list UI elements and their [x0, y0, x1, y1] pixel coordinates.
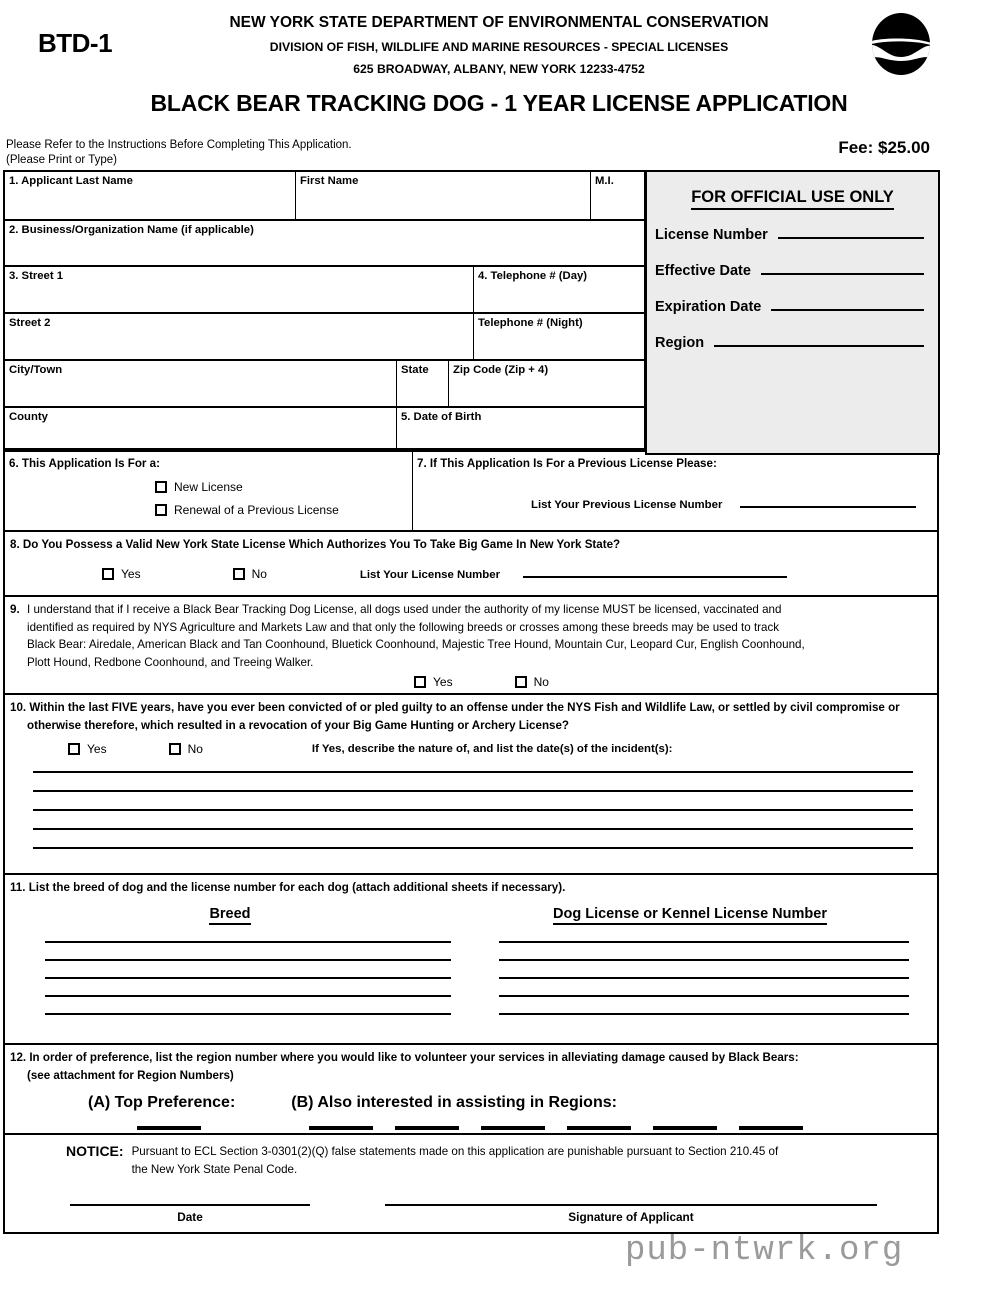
item12-also-interested-input[interactable]	[395, 1126, 459, 1130]
item12-also-interested-input[interactable]	[653, 1126, 717, 1130]
item9-number: 9.	[10, 603, 20, 616]
watermark: pub-ntwrk.org	[625, 1232, 904, 1270]
item9-block	[3, 595, 939, 693]
instructions-line-2: (Please Print or Type)	[6, 154, 118, 166]
item10-answer-line[interactable]	[33, 828, 913, 830]
field-date-of-birth[interactable]	[397, 408, 645, 448]
item10-if-yes-prompt: If Yes, describe the nature of, and list the date(s) of the incident(s):	[311, 743, 673, 755]
item12-also-interested-input[interactable]	[739, 1126, 803, 1130]
item8-option-yes[interactable]	[102, 567, 141, 581]
checkbox-icon[interactable]	[515, 676, 527, 688]
item11-breed-header: Breed	[209, 906, 250, 925]
item8-question: 8. Do You Possess a Valid New York State License Which Authorizes You To Take Big Game In New York State?	[10, 538, 621, 551]
page-title: BLACK BEAR TRACKING DOG - 1 YEAR LICENSE APPLICATION	[150, 90, 848, 116]
date-signature-input[interactable]	[70, 1204, 310, 1206]
item12-also-interested-input[interactable]	[309, 1126, 373, 1130]
official-license-number-input[interactable]	[778, 237, 924, 239]
item12-also-interested-label: (B) Also interested in assisting in Regions:	[291, 1094, 617, 1111]
field-last-name[interactable]	[5, 172, 296, 219]
item9-text-line: identified as required by NYS Agriculture and Markets Law and that only the following breeds or crosses among these breeds may be used to track	[27, 620, 780, 634]
form-code: BTD-1	[38, 28, 113, 58]
item12-block	[3, 1043, 939, 1133]
agency-address: 625 BROADWAY, ALBANY, NEW YORK 12233-4752	[353, 62, 645, 76]
item9-text-line: Plott Hound, Redbone Coonhound, and Treeing Walker.	[27, 655, 314, 669]
item9-option-yes[interactable]	[414, 675, 453, 689]
item6-block	[5, 452, 413, 530]
item11-license-number-input[interactable]	[499, 995, 909, 997]
official-label: Region	[655, 335, 705, 351]
field-telephone-day[interactable]	[474, 267, 645, 312]
item12-question-line-2: (see attachment for Region Numbers)	[27, 1068, 234, 1082]
item11-license-number-input[interactable]	[499, 977, 909, 979]
item9-text-line: I understand that if I receive a Black Bear Tracking Dog License, all dogs used under the authority of my license MUST be licensed, vaccinated and	[27, 603, 782, 616]
field-state[interactable]	[397, 361, 449, 406]
field-business-name[interactable]	[5, 221, 645, 265]
checkbox-icon[interactable]	[233, 568, 245, 580]
signature-label: Signature of Applicant	[568, 1210, 694, 1224]
checkbox-icon[interactable]	[414, 676, 426, 688]
item10-answer-line[interactable]	[33, 809, 913, 811]
item8-block	[3, 530, 939, 595]
item11-entry-rows	[10, 941, 937, 1015]
dec-logo-icon	[870, 12, 932, 76]
official-label: License Number	[655, 227, 768, 243]
item9-option-no[interactable]	[515, 675, 549, 689]
checkbox-icon[interactable]	[155, 504, 167, 516]
agency-division: DIVISION OF FISH, WILDLIFE AND MARINE RESOURCES - SPECIAL LICENSES	[269, 40, 729, 54]
item8-license-number-input[interactable]	[523, 576, 787, 578]
item11-entry-row	[10, 941, 937, 943]
agency-block	[0, 14, 998, 76]
item12-top-preference-slots	[137, 1126, 223, 1130]
item11-license-header: Dog License or Kennel License Number	[553, 906, 827, 925]
first-name-label: First Name	[300, 175, 359, 187]
item11-breed-input[interactable]	[45, 941, 451, 943]
item10-answer-lines	[10, 771, 937, 849]
item12-top-preference-input[interactable]	[137, 1126, 201, 1130]
official-field-license-number	[655, 227, 938, 243]
item10-yes-label: Yes	[87, 742, 107, 756]
field-street1[interactable]	[5, 267, 474, 312]
zip-code-label: Zip Code (Zip + 4)	[453, 364, 549, 376]
item10-answer-line[interactable]	[33, 790, 913, 792]
item11-breed-input[interactable]	[45, 1013, 451, 1015]
checkbox-icon[interactable]	[169, 743, 181, 755]
item9-text-line: Black Bear: Airedale, American Black and Tan Coonhound, Bluetick Coonhound, Majestic Tree Hound, Mountain Cur, Leopard Cur, English Coonhound,	[27, 638, 805, 651]
item11-block	[3, 873, 939, 1043]
item11-entry-row	[10, 995, 937, 997]
item11-breed-input[interactable]	[45, 977, 451, 979]
item10-answer-line[interactable]	[33, 847, 913, 849]
item6-item7-row	[3, 450, 939, 530]
official-effective-date-input[interactable]	[761, 273, 924, 275]
form-header	[0, 0, 998, 128]
item10-block	[3, 693, 939, 873]
item6-option-label: New License	[174, 479, 243, 494]
item9-no-label: No	[533, 675, 549, 689]
official-label: Effective Date	[655, 263, 751, 279]
item10-option-yes[interactable]	[68, 742, 107, 756]
field-city-town[interactable]	[5, 361, 397, 406]
item7-block	[413, 452, 937, 530]
official-expiration-date-input[interactable]	[771, 309, 924, 311]
item8-option-no[interactable]	[233, 567, 267, 581]
item8-yes-label: Yes	[121, 566, 141, 581]
official-use-title: FOR OFFICIAL USE ONLY	[647, 188, 938, 207]
checkbox-icon[interactable]	[155, 481, 167, 493]
field-street2[interactable]	[5, 314, 474, 359]
item10-answer-line[interactable]	[33, 771, 913, 773]
item11-question: 11. List the breed of dog and the license number for each dog (attach additional sheets if necessary).	[10, 881, 566, 894]
item6-option-renewal[interactable]	[155, 503, 412, 517]
item11-license-number-input[interactable]	[499, 941, 909, 943]
official-region-input[interactable]	[714, 345, 924, 347]
notice-line-2: the New York State Penal Code.	[131, 1162, 298, 1176]
field-first-name[interactable]	[296, 172, 591, 219]
date-label: Date	[177, 1210, 203, 1224]
official-field-effective-date	[655, 263, 938, 279]
notice-title: NOTICE:	[66, 1143, 124, 1159]
for-official-use-box	[645, 170, 940, 455]
official-field-region	[655, 335, 938, 351]
item10-question-line-2: otherwise therefore, which resulted in a revocation of your Big Game Hunting or Archery License?	[27, 718, 570, 732]
item11-entry-row	[10, 1013, 937, 1015]
instructions-text	[6, 138, 352, 168]
instructions-line-1: Please Refer to the Instructions Before Completing This Application.	[6, 139, 352, 151]
item8-prompt: List Your License Number	[359, 568, 501, 581]
telephone-day-label: 4. Telephone # (Day)	[478, 270, 588, 282]
item12-also-interested-input[interactable]	[481, 1126, 545, 1130]
middle-initial-label: M.I.	[595, 175, 614, 187]
checkbox-icon[interactable]	[102, 568, 114, 580]
field-county[interactable]	[5, 408, 397, 448]
item11-entry-row	[10, 977, 937, 979]
item10-option-no[interactable]	[169, 742, 203, 756]
field-zip-code[interactable]	[449, 361, 645, 406]
applicant-signature-input[interactable]	[385, 1204, 877, 1206]
item9-yes-label: Yes	[433, 675, 453, 689]
item8-no-label: No	[251, 566, 267, 581]
telephone-night-label: Telephone # (Night)	[478, 317, 583, 329]
last-name-label: 1. Applicant Last Name	[9, 175, 133, 187]
item6-question: 6. This Application Is For a:	[9, 457, 160, 470]
street1-label: 3. Street 1	[9, 270, 64, 282]
business-name-label: 2. Business/Organization Name (if applicable)	[9, 224, 254, 236]
item10-no-label: No	[187, 742, 203, 756]
item12-also-interested-input[interactable]	[567, 1126, 631, 1130]
notice-line-1: Pursuant to ECL Section 3-0301(2)(Q) false statements made on this application are punishable pursuant to Section 210.45 of	[131, 1145, 779, 1158]
item11-license-number-input[interactable]	[499, 959, 909, 961]
agency-name: NEW YORK STATE DEPARTMENT OF ENVIRONMENTAL CONSERVATION	[229, 14, 769, 31]
state-label: State	[401, 364, 429, 376]
street2-label: Street 2	[9, 317, 51, 329]
fee-amount: Fee: $25.00	[838, 138, 930, 157]
item12-also-interested-slots	[309, 1126, 825, 1130]
checkbox-icon[interactable]	[68, 743, 80, 755]
item12-question-line-1: 12. In order of preference, list the region number where you would like to volunteer your services in alleviating damage caused by Black Bears:	[10, 1051, 799, 1064]
item11-license-number-input[interactable]	[499, 1013, 909, 1015]
date-of-birth-label: 5. Date of Birth	[401, 411, 482, 423]
field-telephone-night[interactable]	[474, 314, 645, 359]
item6-option-new-license[interactable]	[155, 480, 412, 494]
item10-question-line-1: 10. Within the last FIVE years, have you ever been convicted of or pled guilty to an offense under the NYS Fish and Wildlife Law, or settled by civil compromise or	[10, 701, 900, 714]
item12-top-preference-label: (A) Top Preference:	[88, 1094, 236, 1111]
field-middle-initial[interactable]	[591, 172, 645, 219]
item7-previous-license-input[interactable]	[740, 506, 916, 508]
item11-breed-input[interactable]	[45, 995, 451, 997]
city-town-label: City/Town	[9, 364, 63, 376]
item11-breed-input[interactable]	[45, 959, 451, 961]
official-field-expiration-date	[655, 299, 938, 315]
official-label: Expiration Date	[655, 299, 762, 315]
notice-block	[3, 1133, 939, 1234]
item7-prompt: List Your Previous License Number	[531, 498, 723, 511]
item11-entry-row	[10, 959, 937, 961]
item7-question: 7. If This Application Is For a Previous License Please:	[417, 457, 717, 470]
county-label: County	[9, 411, 48, 423]
item6-option-label: Renewal of a Previous License	[174, 502, 339, 517]
